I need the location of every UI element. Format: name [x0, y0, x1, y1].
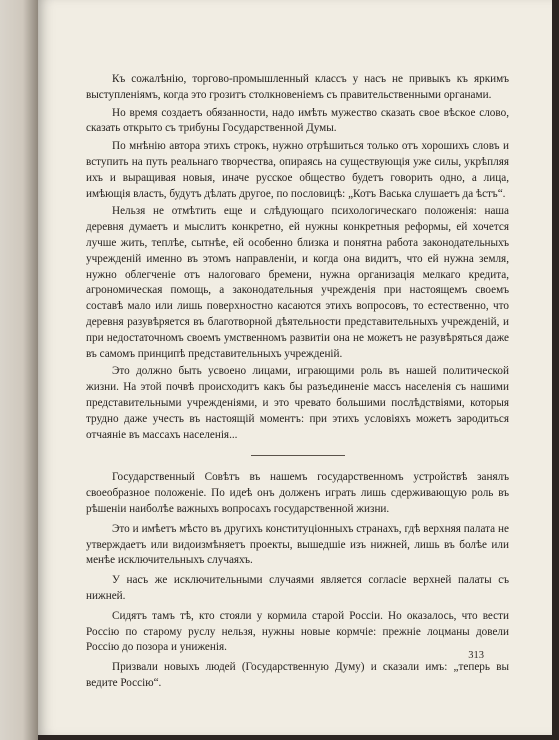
paragraph: Нельзя не отмѣтить еще и слѣдующаго психологическаго положенія: наша деревня думаетъ и мыслитъ конкретно, ей нужны конкретныя реформы, ей хочется лучше жить, теплѣе, сытнѣе, ей особенно близка и понятна работа законодательныхъ учрежденій именно въ этомъ направленіи, и когда она видитъ, что ей нужна земля, нужно облегченіе отъ налоговаго бремени, нужна организація мелкаго кредита, агрономическая помощь, а законодательныя учрежденія при настоящемъ своемъ составѣ мало или лишь поверхностно касаются этихъ вопросовъ, то естественно, что деревня разувѣряется въ благотворной дѣятельности представительныхъ учрежденій, и при недостаточномъ своемъ умственномъ развитіи она не можетъ не разувѣряться даже въ самомъ принципѣ представительныхъ учрежденій.: [86, 205, 509, 360]
paragraph: Государственный Совѣтъ въ нашемъ государственномъ устройствѣ занялъ своеобразное положеніе. По идеѣ онъ долженъ играть лишь сдерживающую роль въ рѣшеніи наиболѣе важныхъ вопросахъ государственной жизни.: [86, 471, 509, 515]
paragraph: Это и имѣетъ мѣсто въ другихъ конституціонныхъ странахъ, гдѣ верхняя палата не утверждаетъ или видоизмѣняетъ проекты, вышедшіе изъ нижней, лишь въ болѣе или менѣе исключительныхъ случаяхъ.: [86, 522, 509, 567]
paragraph: Къ сожалѣнію, торгово-промышленный классъ у насъ не привыкъ къ яркимъ выступленіямъ, когда это грозитъ столкновеніемъ съ правительственными органами.: [86, 73, 509, 101]
paragraph: У насъ же исключительными случаями является согласіе верхней палаты съ нижней.: [86, 574, 509, 602]
paragraph: Сидятъ тамъ тѣ, кто стояли у кормила старой Россіи. Но оказалось, что вести Россію по старому руслу нельзя, нужны новые кормчіе: прежніе лоцманы довели Россію до позора и униженія.: [86, 609, 509, 654]
page-text: [86, 72, 509, 694]
section-divider: [251, 455, 345, 456]
paragraph: Но время создаетъ обязанности, надо имѣть мужество сказать свое вѣское слово, сказать открыто съ трибуны Государственной Думы.: [86, 106, 509, 135]
book-page: [38, 0, 552, 735]
paragraph: По мнѣнію автора этихъ строкъ, нужно отрѣшиться только отъ хорошихъ словъ и вступить на путь реальнаго творчества, опираясь на существующія уже силы, укрѣпляя ихъ и выращивая новыя, иначе русское общество будетъ говорить одно, а лица, имѣющія власть, будутъ дѣлать другое, по пословицѣ: „Котъ Васька слушаетъ да ѣстъ“.: [86, 140, 509, 200]
page-number: 313: [468, 650, 484, 661]
paragraph: Это должно быть усвоено лицами, играющими роль въ нашей политической жизни. На этой почвѣ происходитъ какъ бы разъединеніе массъ населенія съ нашими представительными учрежденіями, и это чревато большими послѣдствіями, которыя трудно даже учесть въ настоящій моментъ: при этихъ условіяхъ можетъ зародиться отчаяніе въ массахъ населенія...: [86, 365, 509, 441]
facing-page-edge: [0, 0, 38, 740]
paragraph: Призвали новыхъ людей (Государственную Думу) и сказали имъ: „теперь вы ведите Россію“.: [86, 661, 509, 689]
